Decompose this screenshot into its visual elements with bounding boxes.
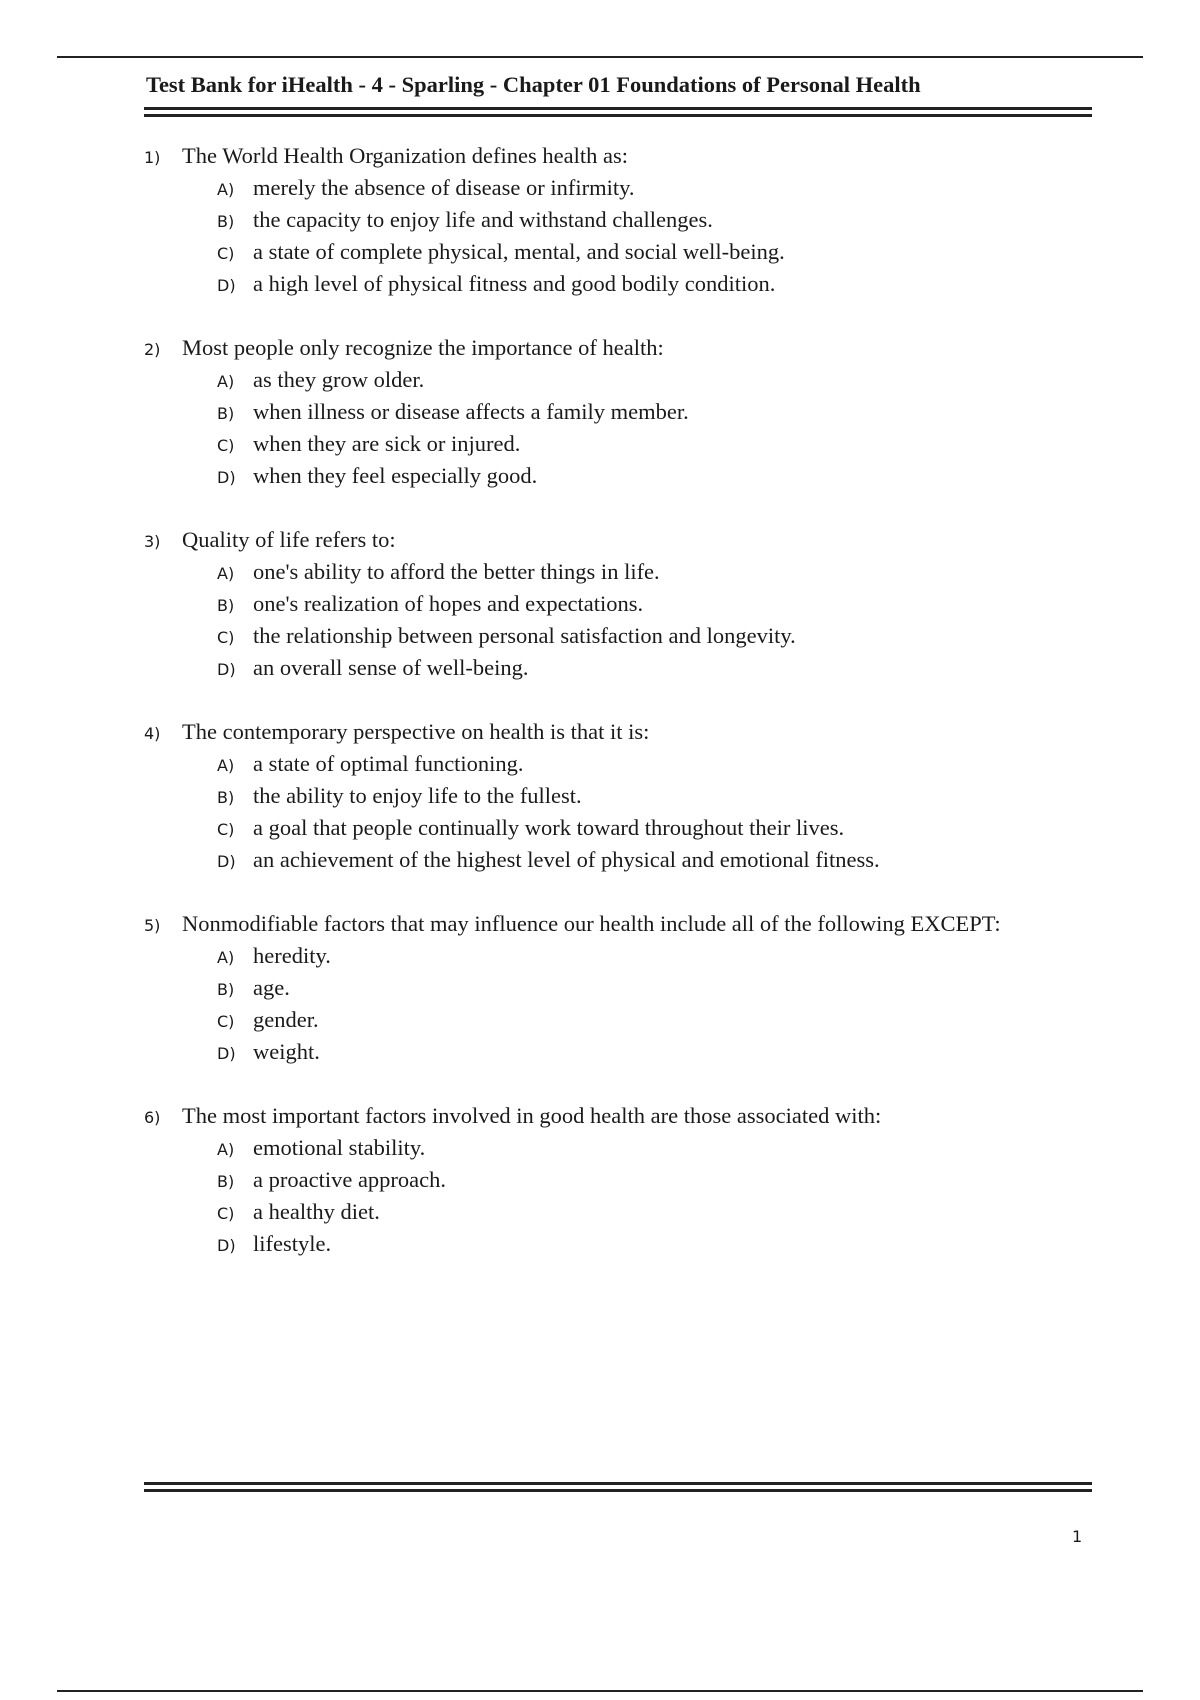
question-number: 6): [144, 1108, 161, 1127]
choice-letter: D): [217, 276, 236, 295]
choice-a: [144, 175, 1084, 207]
choice-c: [144, 1199, 1084, 1231]
choice-text: gender.: [253, 1007, 319, 1032]
choice-a: [144, 1135, 1084, 1167]
choice-text: a proactive approach.: [253, 1167, 447, 1192]
choice-letter: C): [217, 1204, 235, 1223]
page-top-rule: [57, 56, 1143, 58]
choice-text: merely the absence of disease or infirmity.: [253, 175, 635, 200]
choice-letter: C): [217, 628, 235, 647]
choice-b: [144, 399, 1084, 431]
choice-letter: D): [217, 1236, 236, 1255]
question-text: Nonmodifiable factors that may influence our health include all of the following EXCEPT:: [182, 911, 1001, 936]
choice-letter: D): [217, 1044, 236, 1063]
question-text: The contemporary perspective on health is that it is:: [182, 719, 650, 744]
choice-text: an achievement of the highest level of physical and emotional fitness.: [253, 847, 880, 872]
choice-text: a high level of physical fitness and good bodily condition.: [253, 271, 776, 296]
question-stem: [144, 143, 1084, 175]
question-2: [144, 335, 1084, 527]
choice-letter: B): [217, 1172, 235, 1191]
choice-letter: B): [217, 596, 235, 615]
choice-letter: B): [217, 980, 235, 999]
question-list: [144, 143, 1084, 1295]
footer-double-rule: [144, 1482, 1092, 1485]
choice-letter: D): [217, 852, 236, 871]
question-1: [144, 143, 1084, 335]
choice-letter: B): [217, 788, 235, 807]
question-3: [144, 527, 1084, 719]
question-4: [144, 719, 1084, 911]
choice-c: [144, 815, 1084, 847]
choice-text: the relationship between personal satisfaction and longevity.: [253, 623, 796, 648]
choice-c: [144, 431, 1084, 463]
choice-letter: C): [217, 244, 235, 263]
choice-b: [144, 591, 1084, 623]
choice-letter: A): [217, 1140, 235, 1159]
question-6: [144, 1103, 1084, 1295]
header-title: Test Bank for iHealth - 4 - Sparling - Chapter 01 Foundations of Personal Health: [146, 72, 921, 97]
choice-b: [144, 1167, 1084, 1199]
choice-text: heredity.: [253, 943, 331, 968]
choice-letter: A): [217, 564, 235, 583]
question-text: The most important factors involved in good health are those associated with:: [182, 1103, 882, 1128]
choice-letter: D): [217, 468, 236, 487]
choice-text: a state of complete physical, mental, and social well-being.: [253, 239, 785, 264]
question-stem: [144, 911, 1084, 943]
question-number: 2): [144, 340, 161, 359]
choice-text: weight.: [253, 1039, 320, 1064]
choice-a: [144, 751, 1084, 783]
choice-text: a state of optimal functioning.: [253, 751, 524, 776]
choice-letter: A): [217, 372, 235, 391]
choice-letter: A): [217, 180, 235, 199]
choice-letter: A): [217, 756, 235, 775]
choice-d: [144, 847, 1084, 879]
page-number: 1: [1072, 1527, 1083, 1546]
choice-a: [144, 367, 1084, 399]
question-number: 3): [144, 532, 161, 551]
header-double-rule: [144, 107, 1092, 110]
choice-letter: B): [217, 404, 235, 423]
choice-c: [144, 623, 1084, 655]
choice-letter: A): [217, 948, 235, 967]
choice-text: the capacity to enjoy life and withstand challenges.: [253, 207, 713, 232]
choice-letter: C): [217, 1012, 235, 1031]
choice-b: [144, 975, 1084, 1007]
question-number: 4): [144, 724, 161, 743]
choice-text: one's ability to afford the better things in life.: [253, 559, 660, 584]
choice-a: [144, 559, 1084, 591]
choice-d: [144, 1039, 1084, 1071]
choice-text: an overall sense of well-being.: [253, 655, 529, 680]
question-stem: [144, 335, 1084, 367]
choice-text: when illness or disease affects a family member.: [253, 399, 689, 424]
question-stem: [144, 527, 1084, 559]
choice-letter: C): [217, 436, 235, 455]
choice-b: [144, 207, 1084, 239]
choice-a: [144, 943, 1084, 975]
choice-letter: D): [217, 660, 236, 679]
question-text: Quality of life refers to:: [182, 527, 396, 552]
choice-text: one's realization of hopes and expectations.: [253, 591, 644, 616]
choice-text: when they are sick or injured.: [253, 431, 521, 456]
choice-text: lifestyle.: [253, 1231, 332, 1256]
question-number: 1): [144, 148, 161, 167]
choice-text: a healthy diet.: [253, 1199, 380, 1224]
choice-text: when they feel especially good.: [253, 463, 538, 488]
choice-text: emotional stability.: [253, 1135, 426, 1160]
choice-letter: C): [217, 820, 235, 839]
choice-c: [144, 1007, 1084, 1039]
choice-text: a goal that people continually work toward throughout their lives.: [253, 815, 845, 840]
page-bottom-rule: [57, 1690, 1143, 1692]
question-stem: [144, 1103, 1084, 1135]
choice-text: as they grow older.: [253, 367, 425, 392]
choice-text: age.: [253, 975, 290, 1000]
choice-c: [144, 239, 1084, 271]
choice-d: [144, 655, 1084, 687]
question-5: [144, 911, 1084, 1103]
question-text: Most people only recognize the importance of health:: [182, 335, 664, 360]
choice-letter: B): [217, 212, 235, 231]
choice-b: [144, 783, 1084, 815]
choice-d: [144, 1231, 1084, 1263]
choice-d: [144, 463, 1084, 495]
question-text: The World Health Organization defines health as:: [182, 143, 628, 168]
choice-text: the ability to enjoy life to the fullest.: [253, 783, 582, 808]
question-stem: [144, 719, 1084, 751]
question-number: 5): [144, 916, 161, 935]
choice-d: [144, 271, 1084, 303]
